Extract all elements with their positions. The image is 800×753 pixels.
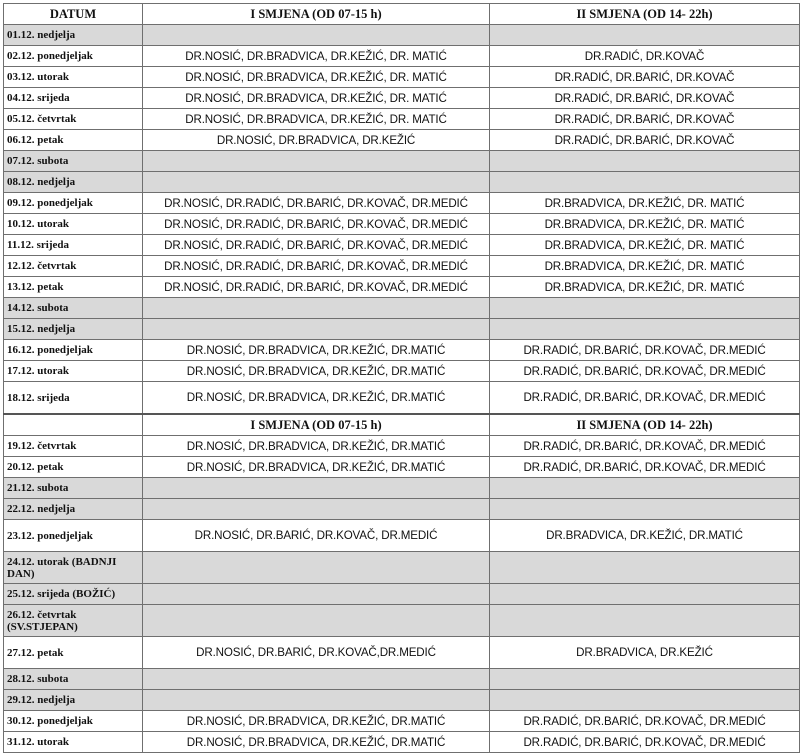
shift-2-cell: DR.BRADVICA, DR.KEŽIĆ, DR.MATIĆ bbox=[490, 520, 800, 552]
date-cell: 15.12. nedjelja bbox=[4, 319, 143, 340]
subheader-shift-1: I SMJENA (OD 07-15 h) bbox=[143, 414, 490, 436]
shift-1-cell bbox=[143, 552, 490, 584]
shift-2-cell: DR.RADIĆ, DR.BARIĆ, DR.KOVAČ, DR.MEDIĆ bbox=[490, 457, 800, 478]
table-row bbox=[4, 298, 800, 319]
date-cell: 23.12. ponedjeljak bbox=[4, 520, 143, 552]
table-row bbox=[4, 637, 800, 669]
subheader-date-blank bbox=[4, 414, 143, 436]
table-row bbox=[4, 319, 800, 340]
table-row bbox=[4, 88, 800, 109]
shift-2-cell bbox=[490, 584, 800, 605]
table-row bbox=[4, 382, 800, 415]
shift-1-cell: DR.NOSIĆ, DR.RADIĆ, DR.BARIĆ, DR.KOVAČ, DR.MEDIĆ bbox=[143, 214, 490, 235]
date-cell: 16.12. ponedjeljak bbox=[4, 340, 143, 361]
date-cell: 27.12. petak bbox=[4, 637, 143, 669]
shift-schedule-table bbox=[3, 3, 800, 753]
table-row bbox=[4, 109, 800, 130]
shift-1-cell bbox=[143, 319, 490, 340]
date-cell: 05.12. četvrtak bbox=[4, 109, 143, 130]
table-row bbox=[4, 277, 800, 298]
date-cell: 03.12. utorak bbox=[4, 67, 143, 88]
header-row bbox=[4, 4, 800, 25]
table-row bbox=[4, 25, 800, 46]
table-row bbox=[4, 690, 800, 711]
table-row bbox=[4, 457, 800, 478]
shift-2-cell: DR.RADIĆ, DR.BARIĆ, DR.KOVAČ, DR.MEDIĆ bbox=[490, 361, 800, 382]
shift-1-cell bbox=[143, 584, 490, 605]
shift-1-cell bbox=[143, 151, 490, 172]
shift-1-cell: DR.NOSIĆ, DR.RADIĆ, DR.BARIĆ, DR.KOVAČ, DR.MEDIĆ bbox=[143, 235, 490, 256]
date-cell: 01.12. nedjelja bbox=[4, 25, 143, 46]
date-cell: 10.12. utorak bbox=[4, 214, 143, 235]
shift-2-cell: DR.BRADVICA, DR.KEŽIĆ, DR. MATIĆ bbox=[490, 235, 800, 256]
shift-1-cell: DR.NOSIĆ, DR.BRADVICA, DR.KEŽIĆ, DR.MATIĆ bbox=[143, 340, 490, 361]
shift-1-cell: DR.NOSIĆ, DR.BRADVICA, DR.KEŽIĆ, DR. MATIĆ bbox=[143, 67, 490, 88]
table-row bbox=[4, 340, 800, 361]
table-row bbox=[4, 67, 800, 88]
shift-2-cell: DR.RADIĆ, DR.BARIĆ, DR.KOVAČ, DR.MEDIĆ bbox=[490, 436, 800, 457]
date-cell: 24.12. utorak (BADNJI DAN) bbox=[4, 552, 143, 584]
shift-1-cell bbox=[143, 478, 490, 499]
table-row bbox=[4, 193, 800, 214]
shift-1-cell bbox=[143, 172, 490, 193]
shift-2-cell: DR.BRADVICA, DR.KEŽIĆ, DR. MATIĆ bbox=[490, 193, 800, 214]
table-row bbox=[4, 711, 800, 732]
shift-2-cell bbox=[490, 25, 800, 46]
table-row bbox=[4, 499, 800, 520]
shift-1-cell: DR.NOSIĆ, DR.RADIĆ, DR.BARIĆ, DR.KOVAČ, DR.MEDIĆ bbox=[143, 256, 490, 277]
shift-1-cell: DR.NOSIĆ, DR.BRADVICA, DR.KEŽIĆ, DR. MATIĆ bbox=[143, 46, 490, 67]
date-cell: 30.12. ponedjeljak bbox=[4, 711, 143, 732]
date-cell: 09.12. ponedjeljak bbox=[4, 193, 143, 214]
schedule-body-part-2 bbox=[4, 414, 800, 753]
shift-1-cell: DR.NOSIĆ, DR.BRADVICA, DR.KEŽIĆ, DR.MATIĆ bbox=[143, 436, 490, 457]
date-cell: 25.12. srijeda (BOŽIĆ) bbox=[4, 584, 143, 605]
header-date: DATUM bbox=[4, 4, 143, 25]
subheader-row bbox=[4, 414, 800, 436]
date-cell: 26.12. četvrtak (SV.STJEPAN) bbox=[4, 605, 143, 637]
header-shift-1: I SMJENA (OD 07-15 h) bbox=[143, 4, 490, 25]
shift-1-cell: DR.NOSIĆ, DR.BRADVICA, DR.KEŽIĆ, DR.MATIĆ bbox=[143, 711, 490, 732]
schedule-body-part-1 bbox=[4, 25, 800, 415]
shift-1-cell: DR.NOSIĆ, DR.BRADVICA, DR.KEŽIĆ, DR.MATIĆ bbox=[143, 361, 490, 382]
table-row bbox=[4, 256, 800, 277]
table-row bbox=[4, 172, 800, 193]
table-row bbox=[4, 46, 800, 67]
date-cell: 08.12. nedjelja bbox=[4, 172, 143, 193]
shift-2-cell: DR.RADIĆ, DR.BARIĆ, DR.KOVAČ, DR.MEDIĆ bbox=[490, 711, 800, 732]
shift-2-cell: DR.RADIĆ, DR.BARIĆ, DR.KOVAČ, DR.MEDIĆ bbox=[490, 732, 800, 753]
date-cell: 22.12. nedjelja bbox=[4, 499, 143, 520]
shift-2-cell bbox=[490, 172, 800, 193]
shift-2-cell: DR.RADIĆ, DR.BARIĆ, DR.KOVAČ, DR.MEDIĆ bbox=[490, 382, 800, 415]
table-row bbox=[4, 584, 800, 605]
shift-2-cell: DR.BRADVICA, DR.KEŽIĆ, DR. MATIĆ bbox=[490, 277, 800, 298]
header-shift-2: II SMJENA (OD 14- 22h) bbox=[490, 4, 800, 25]
shift-1-cell bbox=[143, 669, 490, 690]
shift-1-cell: DR.NOSIĆ, DR.BRADVICA, DR.KEŽIĆ, DR. MATIĆ bbox=[143, 109, 490, 130]
date-cell: 20.12. petak bbox=[4, 457, 143, 478]
table-row bbox=[4, 151, 800, 172]
date-cell: 17.12. utorak bbox=[4, 361, 143, 382]
shift-1-cell: DR.NOSIĆ, DR.BARIĆ, DR.KOVAČ,DR.MEDIĆ bbox=[143, 637, 490, 669]
date-cell: 28.12. subota bbox=[4, 669, 143, 690]
date-cell: 18.12. srijeda bbox=[4, 382, 143, 415]
date-cell: 04.12. srijeda bbox=[4, 88, 143, 109]
shift-1-cell: DR.NOSIĆ, DR.RADIĆ, DR.BARIĆ, DR.KOVAČ, DR.MEDIĆ bbox=[143, 277, 490, 298]
date-cell: 14.12. subota bbox=[4, 298, 143, 319]
table-row bbox=[4, 214, 800, 235]
table-row bbox=[4, 130, 800, 151]
shift-1-cell: DR.NOSIĆ, DR.BRADVICA, DR.KEŽIĆ, DR.MATIĆ bbox=[143, 732, 490, 753]
shift-1-cell: DR.NOSIĆ, DR.BRADVICA, DR.KEŽIĆ bbox=[143, 130, 490, 151]
shift-2-cell bbox=[490, 669, 800, 690]
table-row bbox=[4, 552, 800, 584]
date-cell: 29.12. nedjelja bbox=[4, 690, 143, 711]
shift-1-cell bbox=[143, 605, 490, 637]
shift-2-cell: DR.BRADVICA, DR.KEŽIĆ bbox=[490, 637, 800, 669]
shift-2-cell: DR.BRADVICA, DR.KEŽIĆ, DR. MATIĆ bbox=[490, 214, 800, 235]
shift-2-cell bbox=[490, 151, 800, 172]
date-cell: 02.12. ponedjeljak bbox=[4, 46, 143, 67]
shift-2-cell: DR.RADIĆ, DR.KOVAČ bbox=[490, 46, 800, 67]
shift-1-cell bbox=[143, 690, 490, 711]
subheader-shift-2: II SMJENA (OD 14- 22h) bbox=[490, 414, 800, 436]
shift-1-cell: DR.NOSIĆ, DR.RADIĆ, DR.BARIĆ, DR.KOVAČ, DR.MEDIĆ bbox=[143, 193, 490, 214]
date-cell: 21.12. subota bbox=[4, 478, 143, 499]
shift-2-cell bbox=[490, 298, 800, 319]
shift-1-cell bbox=[143, 298, 490, 319]
table-row bbox=[4, 520, 800, 552]
date-cell: 07.12. subota bbox=[4, 151, 143, 172]
table-row bbox=[4, 478, 800, 499]
table-row bbox=[4, 436, 800, 457]
shift-2-cell: DR.RADIĆ, DR.BARIĆ, DR.KOVAČ bbox=[490, 67, 800, 88]
shift-1-cell: DR.NOSIĆ, DR.BRADVICA, DR.KEŽIĆ, DR. MATIĆ bbox=[143, 88, 490, 109]
date-cell: 11.12. srijeda bbox=[4, 235, 143, 256]
table-row bbox=[4, 235, 800, 256]
shift-1-cell bbox=[143, 25, 490, 46]
table-row bbox=[4, 732, 800, 753]
shift-2-cell bbox=[490, 552, 800, 584]
shift-2-cell bbox=[490, 319, 800, 340]
table-header bbox=[4, 4, 800, 25]
shift-2-cell: DR.RADIĆ, DR.BARIĆ, DR.KOVAČ bbox=[490, 130, 800, 151]
date-cell: 13.12. petak bbox=[4, 277, 143, 298]
date-cell: 06.12. petak bbox=[4, 130, 143, 151]
shift-2-cell: DR.RADIĆ, DR.BARIĆ, DR.KOVAČ bbox=[490, 109, 800, 130]
shift-2-cell bbox=[490, 690, 800, 711]
table-row bbox=[4, 361, 800, 382]
table-row bbox=[4, 605, 800, 637]
shift-2-cell bbox=[490, 499, 800, 520]
shift-2-cell: DR.RADIĆ, DR.BARIĆ, DR.KOVAČ, DR.MEDIĆ bbox=[490, 340, 800, 361]
shift-1-cell: DR.NOSIĆ, DR.BRADVICA, DR.KEŽIĆ, DR.MATIĆ bbox=[143, 382, 490, 415]
shift-1-cell bbox=[143, 499, 490, 520]
shift-2-cell bbox=[490, 478, 800, 499]
shift-1-cell: DR.NOSIĆ, DR.BRADVICA, DR.KEŽIĆ, DR.MATIĆ bbox=[143, 457, 490, 478]
shift-1-cell: DR.NOSIĆ, DR.BARIĆ, DR.KOVAČ, DR.MEDIĆ bbox=[143, 520, 490, 552]
date-cell: 31.12. utorak bbox=[4, 732, 143, 753]
shift-2-cell: DR.RADIĆ, DR.BARIĆ, DR.KOVAČ bbox=[490, 88, 800, 109]
shift-2-cell bbox=[490, 605, 800, 637]
date-cell: 12.12. četvrtak bbox=[4, 256, 143, 277]
table-row bbox=[4, 669, 800, 690]
shift-2-cell: DR.BRADVICA, DR.KEŽIĆ, DR. MATIĆ bbox=[490, 256, 800, 277]
date-cell: 19.12. četvrtak bbox=[4, 436, 143, 457]
